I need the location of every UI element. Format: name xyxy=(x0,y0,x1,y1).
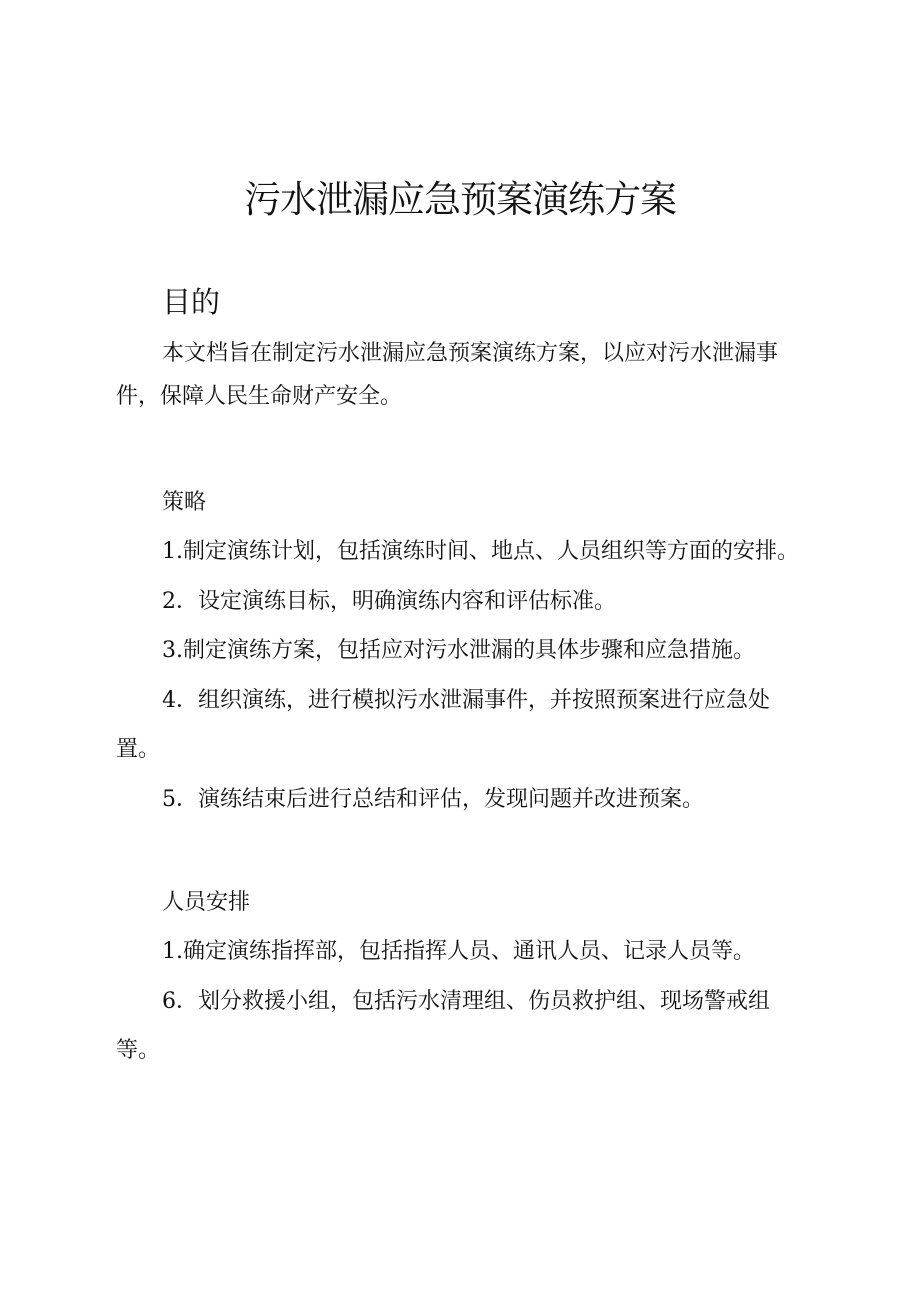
staffing-heading: 人员安排 xyxy=(162,890,251,915)
strategy-item-2 xyxy=(162,587,616,617)
strategy-item-text: 制定演练计划，包括演练时间、地点、人员组织等方面的安排。 xyxy=(183,539,800,564)
strategy-item-number: 4 xyxy=(162,688,176,713)
strategy-item-text: .制定演练方案，包括应对污水泄漏的具体步骤和应急措施。 xyxy=(176,638,755,663)
strategy-item-number: 2 xyxy=(162,589,176,614)
strategy-item-text: ．演练结束后进行总结和评估，发现问题并改进预案。 xyxy=(176,787,705,812)
strategy-item-4-continuation: 置。 xyxy=(116,737,161,762)
strategy-item-text: ．设定演练目标，明确演练内容和评估标准。 xyxy=(176,589,617,614)
strategy-item-number: 3 xyxy=(162,638,176,663)
strategy-item-number: 5 xyxy=(162,787,176,812)
purpose-heading: 目的 xyxy=(162,285,221,319)
staffing-item-text: ．划分救援小组，包括污水清理组、伤员救护组、现场警戒组 xyxy=(176,989,771,1014)
strategy-item-5 xyxy=(162,785,704,815)
strategy-heading: 策略 xyxy=(162,490,207,515)
purpose-paragraph-line-2: 件，保障人民生命财产安全。 xyxy=(116,384,403,409)
staffing-item-text: 确定演练指挥部，包括指挥人员、通讯人员、记录人员等。 xyxy=(183,939,756,964)
strategy-item-1 xyxy=(162,537,799,567)
purpose-paragraph-line-1: 本文档旨在制定污水泄漏应急预案演练方案，以应对污水泄漏事 xyxy=(162,341,779,366)
staffing-item-2 xyxy=(162,987,770,1017)
strategy-item-3 xyxy=(162,636,755,666)
staffing-item-2-continuation: 等。 xyxy=(116,1038,161,1063)
document-title: 污水泄漏应急预案演练方案 xyxy=(244,178,676,221)
staffing-item-number: 6 xyxy=(162,989,176,1014)
strategy-item-text: ．组织演练，进行模拟污水泄漏事件，并按照预案进行应急处 xyxy=(176,688,771,713)
staffing-item-number: 1. xyxy=(162,939,183,964)
staffing-item-1 xyxy=(162,937,755,967)
strategy-item-4 xyxy=(162,686,770,716)
strategy-item-number: 1. xyxy=(162,539,183,564)
